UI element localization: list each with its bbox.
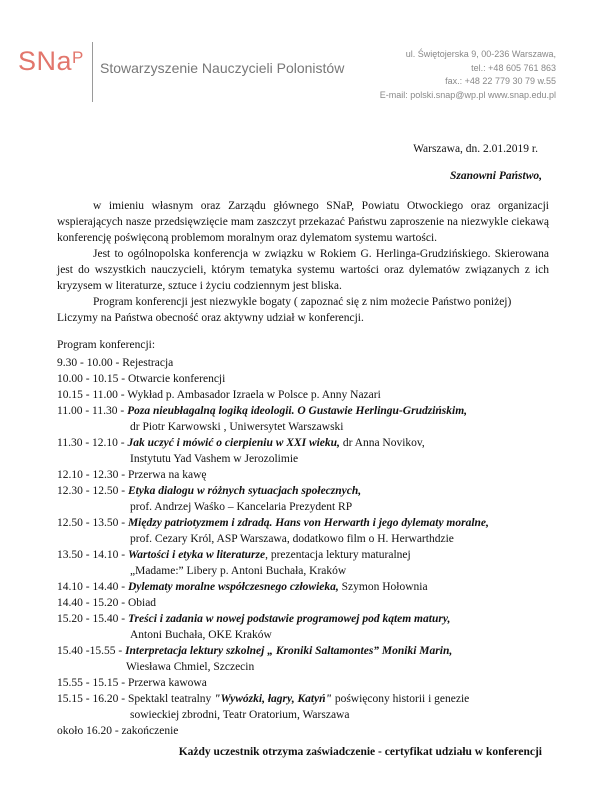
schedule-row	[57, 595, 557, 611]
schedule-title: Spektakl teatralny	[127, 693, 215, 705]
schedule-rest: poświęcony historii i genezie	[331, 693, 470, 705]
schedule-separator: -	[118, 549, 128, 561]
schedule-detail: Antoni Buchała, OKE Kraków	[130, 629, 272, 641]
schedule-title: Interpretacja lektury szkolnej „ Kroniki Saltamontes” Moniki Marin,	[125, 645, 453, 657]
schedule-separator: -	[117, 437, 128, 449]
schedule-row	[57, 659, 557, 675]
schedule-row	[57, 483, 557, 499]
schedule-time: 10.15 - 11.00	[57, 389, 118, 401]
schedule-separator: -	[118, 693, 128, 705]
schedule-time: 15.15 - 16.20	[57, 693, 119, 705]
schedule-detail: prof. Cezary Król, ASP Warszawa, dodatkowo film o H. Herwarthdzie	[130, 533, 454, 545]
schedule-title-emphasis: "Wywózki, łagry, Katyń"	[214, 693, 332, 705]
schedule-separator: -	[118, 485, 128, 497]
schedule-row	[57, 355, 557, 371]
schedule-title: Przerwa kawowa	[127, 677, 207, 689]
schedule-row	[57, 499, 557, 515]
header-divider	[92, 42, 93, 102]
schedule-title: Rejestracja	[122, 357, 174, 369]
organization-name: Stowarzyszenie Nauczycieli Polonistów	[100, 60, 345, 76]
schedule-title: Wykład p. Ambasador Izraela w Polsce p. Anny Nazari	[127, 389, 381, 401]
schedule-time: 15.40 -15.55	[57, 645, 116, 657]
schedule-row	[57, 515, 557, 531]
schedule-detail: dr Piotr Karwowski , Uniwersytet Warszawski	[130, 421, 344, 433]
schedule-time: 15.55 - 15.15	[57, 677, 119, 689]
schedule-row	[57, 707, 557, 723]
schedule-separator: -	[118, 373, 128, 385]
schedule-separator: -	[117, 389, 128, 401]
schedule-time: 9.30 - 10.00	[57, 357, 113, 369]
schedule-row	[57, 387, 557, 403]
schedule-row	[57, 467, 557, 483]
schedule-row	[57, 371, 557, 387]
letter-date: Warszawa, dn. 2.01.2019 r.	[413, 143, 538, 155]
schedule-row	[57, 723, 557, 739]
schedule-detail: prof. Andrzej Waśko – Kancelaria Prezydent RP	[130, 501, 353, 513]
schedule-title: Wartości i etyka w literaturze	[127, 549, 266, 561]
schedule-separator: -	[118, 597, 128, 609]
schedule-title: Poza nieubłagalną logiką ideologii. O Gustawie Herlingu-Grudzińskim,	[127, 405, 468, 417]
schedule-rest: Szymon Hołownia	[338, 581, 428, 593]
program-schedule	[57, 355, 557, 739]
schedule-time: 11.00 - 11.30	[57, 405, 118, 417]
paragraph-invitation: Liczymy na Państwa obecność oraz aktywny udział w konferencji.	[57, 312, 364, 324]
paragraph-intro: w imieniu własnym oraz Zarządu głównego SNaP, Powiatu Otwockiego oraz organizacji wspierających nasze przedsięwzięcie mam zaszczyt przekazać Państwu zaproszenie na niezwykle ciekawą konferencję poświęconą problemom moralnym oraz dylematom systemu wartości.	[57, 200, 549, 244]
schedule-detail: Wiesława Chmiel, Szczecin	[126, 661, 255, 673]
schedule-time: około 16.20	[57, 725, 112, 737]
contact-address: ul. Świętojerska 9, 00-236 Warszawa,	[405, 49, 556, 59]
schedule-separator: -	[118, 517, 128, 529]
schedule-time: 14.40 - 15.20	[57, 597, 119, 609]
schedule-title: Przerwa na kawę	[127, 469, 207, 481]
paragraph-program: Program konferencji jest niezwykle bogaty ( zapoznać się z nim możecie Państwo poniżej)	[93, 296, 512, 308]
snap-logo	[18, 48, 84, 78]
schedule-detail: „Madame:” Libery p. Antoni Buchała, Kraków	[130, 565, 347, 577]
schedule-time: 12.50 - 13.50	[57, 517, 119, 529]
program-heading: Program konferencji:	[57, 339, 156, 351]
contact-fax: fax.: +48 22 779 30 79 w.55	[445, 76, 556, 86]
schedule-row	[57, 611, 557, 627]
contact-phone: tel.: +48 605 761 863	[471, 62, 556, 73]
schedule-detail: Instytutu Yad Vashem w Jerozolimie	[130, 453, 299, 465]
schedule-title: Obiad	[127, 597, 157, 609]
schedule-time: 12.30 - 12.50	[57, 485, 119, 497]
schedule-time: 12.10 - 12.30	[57, 469, 119, 481]
schedule-separator: -	[112, 357, 123, 369]
schedule-row	[57, 435, 557, 451]
schedule-row	[57, 403, 557, 419]
schedule-separator: -	[118, 581, 128, 593]
schedule-row	[57, 675, 557, 691]
schedule-row	[57, 643, 557, 659]
schedule-title: Między patriotyzmem i zdradą. Hans von Herwarth i jego dylematy moralne,	[127, 517, 489, 529]
letter-greeting: Szanowni Państwo,	[449, 170, 542, 182]
schedule-separator: -	[111, 725, 122, 737]
schedule-row	[57, 691, 557, 707]
schedule-title: Dylematy moralne współczesnego człowieka,	[127, 581, 339, 593]
schedule-row	[57, 579, 557, 595]
schedule-separator: -	[115, 645, 126, 657]
schedule-title: Otwarcie konferencji	[127, 373, 226, 385]
schedule-time: 11.30 - 12.10	[57, 437, 118, 449]
schedule-rest: dr Anna Novikov,	[339, 437, 425, 449]
schedule-title: Etyka dialogu w różnych sytuacjach społecznych,	[127, 485, 362, 497]
schedule-separator: -	[117, 405, 128, 417]
schedule-row	[57, 563, 557, 579]
schedule-row	[57, 627, 557, 643]
closing-note: Każdy uczestnik otrzyma zaświadczenie - certyfikat udziału w konferencji	[178, 746, 542, 758]
schedule-row	[57, 531, 557, 547]
schedule-title: Jak uczyć i mówić o cierpieniu w XXI wieku,	[127, 437, 340, 449]
logo-main: SNa	[18, 46, 73, 76]
schedule-row	[57, 547, 557, 563]
schedule-title: zakończenie	[121, 725, 179, 737]
schedule-separator: -	[118, 469, 128, 481]
schedule-time: 13.50 - 14.10	[57, 549, 119, 561]
schedule-title: Treści i zadania w nowej podstawie programowej pod kątem matury,	[127, 613, 451, 625]
schedule-time: 10.00 - 10.15	[57, 373, 119, 385]
schedule-detail: sowieckiej zbrodni, Teatr Oratorium, Warszawa	[130, 709, 350, 721]
schedule-time: 14.10 - 14.40	[57, 581, 119, 593]
schedule-row	[57, 451, 557, 467]
logo-small: P	[72, 48, 84, 67]
contact-block	[380, 48, 556, 102]
schedule-separator: -	[118, 613, 128, 625]
schedule-row	[57, 419, 557, 435]
schedule-time: 15.20 - 15.40	[57, 613, 119, 625]
contact-email-web: E-mail: polski.snap@wp.pl www.snap.edu.pl	[379, 89, 556, 100]
schedule-rest: , prezentacja lektury maturalnej	[265, 549, 411, 561]
schedule-separator: -	[118, 677, 128, 689]
paragraph-conference: Jest to ogólnopolska konferencja w związku w Rokiem G. Herlinga-Grudzińskiego. Skierowana jest do wszystkich nauczycieli, którym tematyka systemu wartości oraz dylematów związanych z ich kryzysem w literaturze, sztuce i życiu codziennym jest bliska.	[57, 248, 549, 292]
